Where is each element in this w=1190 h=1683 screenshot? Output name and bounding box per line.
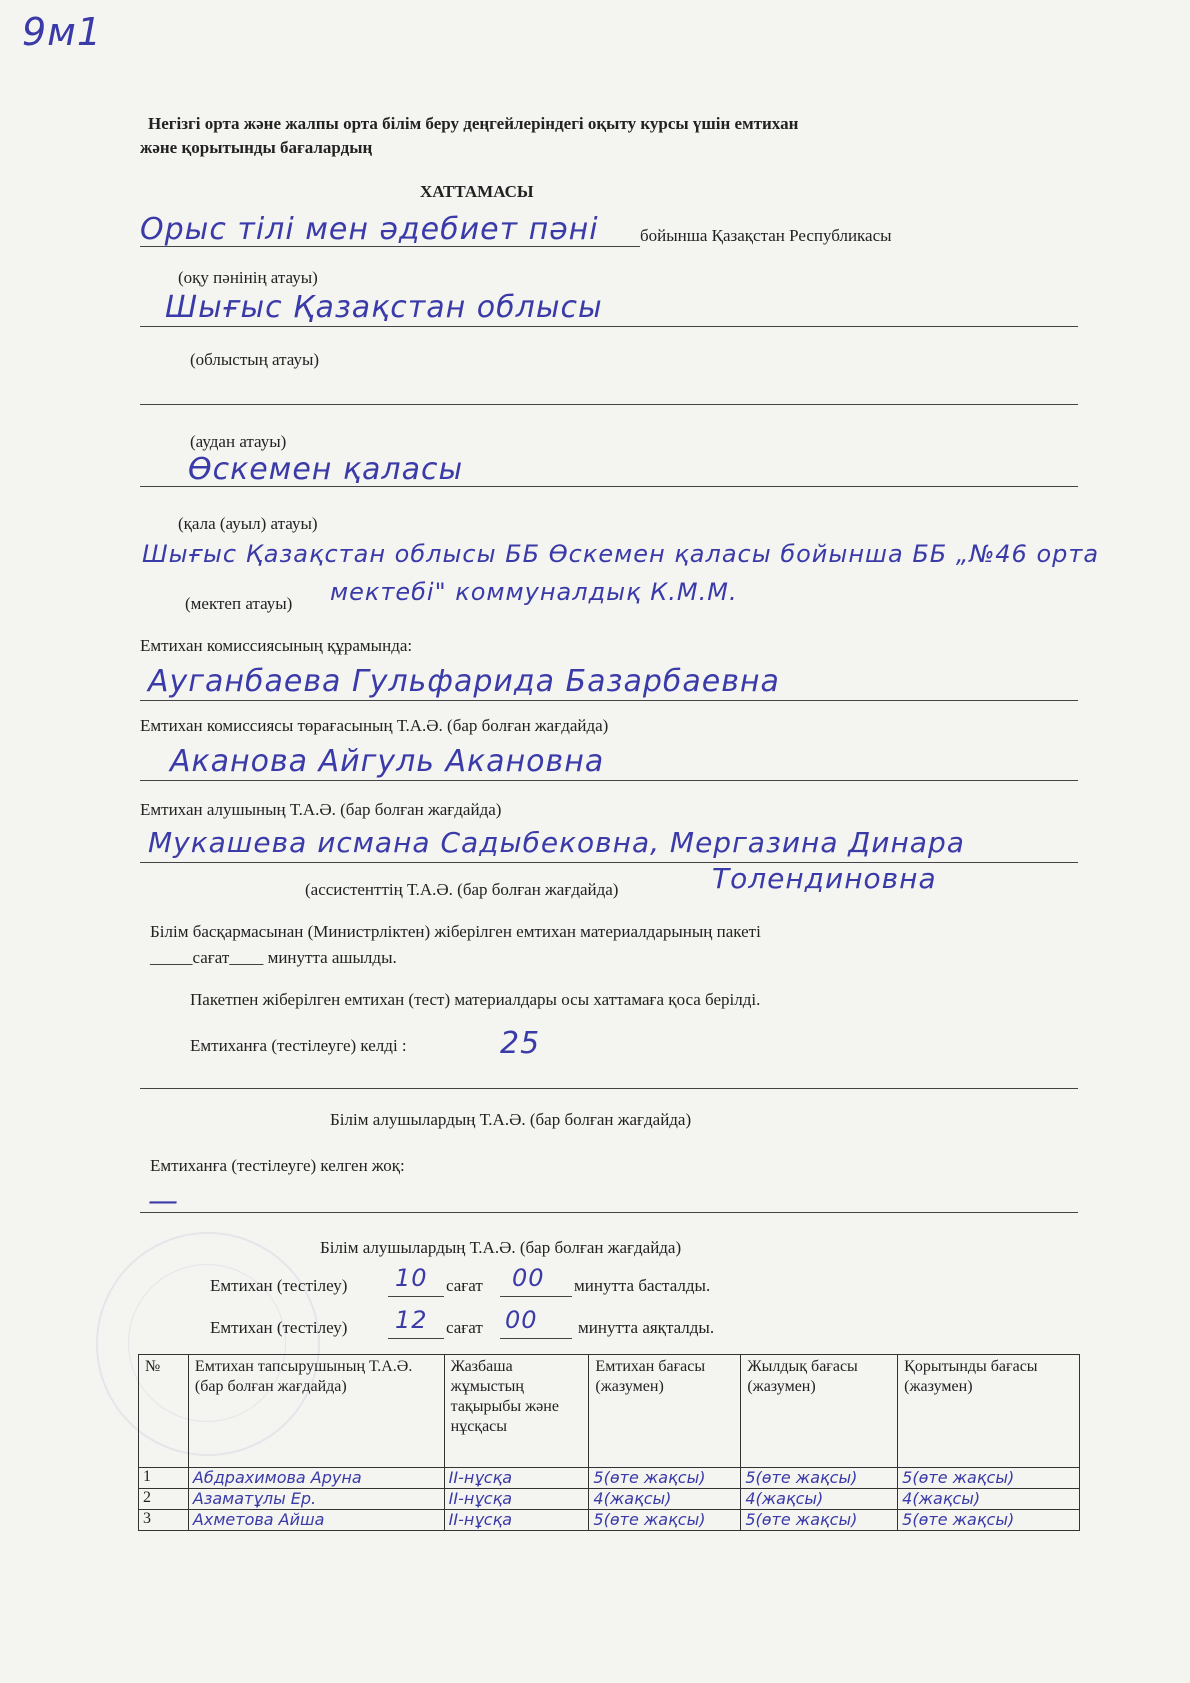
col-final-grade: Қорытынды бағасы (жазумен) bbox=[898, 1355, 1080, 1468]
written-topic: II-нұсқа bbox=[444, 1468, 589, 1489]
final-grade: 4(жақсы) bbox=[898, 1489, 1080, 1510]
final-grade: 5(өте жақсы) bbox=[898, 1468, 1080, 1489]
exam-start-text bbox=[210, 1276, 347, 1296]
attended-value: 25 bbox=[500, 1026, 541, 1061]
end-suffix: минутта аяқталды. bbox=[578, 1318, 715, 1337]
region-underline bbox=[140, 326, 1078, 327]
annual-grade: 5(өте жақсы) bbox=[741, 1510, 898, 1531]
exam-grade: 5(өте жақсы) bbox=[589, 1510, 741, 1531]
row-number: 3 bbox=[139, 1510, 189, 1531]
examiner-label: Емтихан алушының Т.А.Ә. (бар болған жағдайда) bbox=[140, 800, 502, 819]
document-title bbox=[140, 112, 1028, 160]
table-row bbox=[139, 1510, 1080, 1531]
end-minute: 00 bbox=[505, 1306, 538, 1334]
student-name: Азаматұлы Ер. bbox=[188, 1489, 444, 1510]
exam-end-text bbox=[210, 1318, 347, 1338]
absent-underline bbox=[140, 1212, 1078, 1213]
exam-grade: 4(жақсы) bbox=[589, 1489, 741, 1510]
annual-grade: 5(өте жақсы) bbox=[741, 1468, 898, 1489]
start-suffix: минутта басталды. bbox=[574, 1276, 711, 1295]
start-hour-underline bbox=[388, 1296, 444, 1297]
title-line-1: Негізгі орта және жалпы орта білім беру деңгейлеріндегі оқыту курсы үшін емтихан bbox=[148, 114, 799, 133]
district-underline bbox=[140, 404, 1078, 405]
start-minute: 00 bbox=[512, 1264, 545, 1292]
commission-underline bbox=[140, 700, 1078, 701]
table-row bbox=[139, 1468, 1080, 1489]
assistant-label: (ассистенттің Т.А.Ә. (бар болған жағдайда) bbox=[305, 880, 619, 899]
row-number: 2 bbox=[139, 1489, 189, 1510]
subject-label: (оқу пәнінің атауы) bbox=[178, 268, 318, 287]
package-hour-blank: _____ bbox=[150, 948, 193, 967]
end-hour: 12 bbox=[395, 1306, 428, 1334]
student-name: Ахметова Айша bbox=[188, 1510, 444, 1531]
materials-attached-text: Пакетпен жіберілген емтихан (тест) материалдары осы хаттамаға қоса берілді. bbox=[190, 990, 761, 1009]
col-student-name: Емтихан тапсырушының Т.А.Ә. (бар болған жағдайда) bbox=[188, 1355, 444, 1468]
subject-underline bbox=[140, 246, 640, 247]
end-prefix: Емтихан (тестілеу) bbox=[210, 1318, 348, 1337]
attended-caption: Білім алушылардың Т.А.Ә. (бар болған жағдайда) bbox=[330, 1110, 692, 1129]
col-written-topic: Жазбаша жұмыстың тақырыбы және нұсқасы bbox=[444, 1355, 589, 1468]
attended-underline bbox=[140, 1088, 1078, 1089]
start-minute-underline bbox=[500, 1296, 572, 1297]
annual-grade: 4(жақсы) bbox=[741, 1489, 898, 1510]
start-hour-unit: сағат bbox=[446, 1276, 483, 1295]
absent-caption: Білім алушылардың Т.А.Ә. (бар болған жағдайда) bbox=[320, 1238, 682, 1257]
package-hour-unit: сағат bbox=[192, 948, 230, 967]
package-minute-blank: ____ bbox=[229, 948, 264, 967]
commission-label: Емтихан комиссиясының құрамында: bbox=[140, 636, 413, 655]
assistant-value-line1: Мукашева исмана Садыбековна, Мергазина Динара bbox=[148, 826, 965, 859]
col-annual-grade: Жылдық бағасы (жазумен) bbox=[741, 1355, 898, 1468]
col-number: № bbox=[139, 1355, 189, 1468]
final-grade: 5(өте жақсы) bbox=[898, 1510, 1080, 1531]
package-time-text bbox=[150, 948, 397, 968]
title-line-2: және қорытынды бағалардың bbox=[140, 138, 373, 157]
region-label: (облыстың атауы) bbox=[190, 350, 320, 369]
school-value-line1: Шығыс Қазақстан облысы ББ Өскемен қаласы бойынша ББ „№46 орта bbox=[142, 540, 1100, 568]
table-header-row bbox=[139, 1355, 1080, 1468]
corner-handwritten-mark: 9м1 bbox=[22, 10, 103, 54]
school-value-line2: мектебі" коммуналдық К.М.М. bbox=[330, 578, 738, 606]
written-topic: II-нұсқа bbox=[444, 1510, 589, 1531]
district-label: (аудан атауы) bbox=[190, 432, 287, 451]
attended-label: Емтиханға (тестілеуге) келді : bbox=[190, 1036, 407, 1055]
end-minute-underline bbox=[500, 1338, 572, 1339]
chairman-label: Емтихан комиссиясы төрағасының Т.А.Ә. (бар болған жағдайда) bbox=[140, 716, 609, 735]
absent-label: Емтиханға (тестілеуге) келген жоқ: bbox=[150, 1156, 405, 1175]
city-label: (қала (ауыл) атауы) bbox=[178, 514, 318, 533]
absent-value: — bbox=[148, 1184, 179, 1219]
document-heading: ХАТТАМАСЫ bbox=[420, 182, 534, 201]
assistant-value-line2: Толендиновна bbox=[712, 862, 937, 895]
exam-grade: 5(өте жақсы) bbox=[589, 1468, 741, 1489]
written-topic: II-нұсқа bbox=[444, 1489, 589, 1510]
city-value: Өскемен қаласы bbox=[188, 452, 464, 487]
package-minute-unit: минутта ашылды. bbox=[263, 948, 397, 967]
city-underline bbox=[140, 486, 1078, 487]
chairman-value: Аканова Айгуль Акановна bbox=[170, 744, 605, 779]
package-text: Білім басқармасынан (Министрліктен) жіберілген емтихан материалдарының пакеті bbox=[150, 922, 761, 941]
start-hour: 10 bbox=[395, 1264, 428, 1292]
table-row bbox=[139, 1489, 1080, 1510]
chairman-underline bbox=[140, 780, 1078, 781]
row-number: 1 bbox=[139, 1468, 189, 1489]
end-hour-unit: сағат bbox=[446, 1318, 483, 1337]
region-value: Шығыс Қазақстан облысы bbox=[165, 290, 603, 325]
school-label: (мектеп атауы) bbox=[185, 594, 293, 613]
subject-suffix: бойынша Қазақстан Республикасы bbox=[640, 226, 892, 245]
commission-value: Ауганбаева Гульфарида Базарбаевна bbox=[148, 664, 780, 699]
assistant-underline bbox=[140, 862, 1078, 863]
end-hour-underline bbox=[388, 1338, 444, 1339]
student-name: Абдрахимова Аруна bbox=[188, 1468, 444, 1489]
subject-value: Орыс тілі мен әдебиет пәні bbox=[140, 212, 599, 247]
col-exam-grade: Емтихан бағасы (жазумен) bbox=[589, 1355, 741, 1468]
start-prefix: Емтихан (тестілеу) bbox=[210, 1276, 348, 1295]
results-table bbox=[138, 1354, 1080, 1531]
